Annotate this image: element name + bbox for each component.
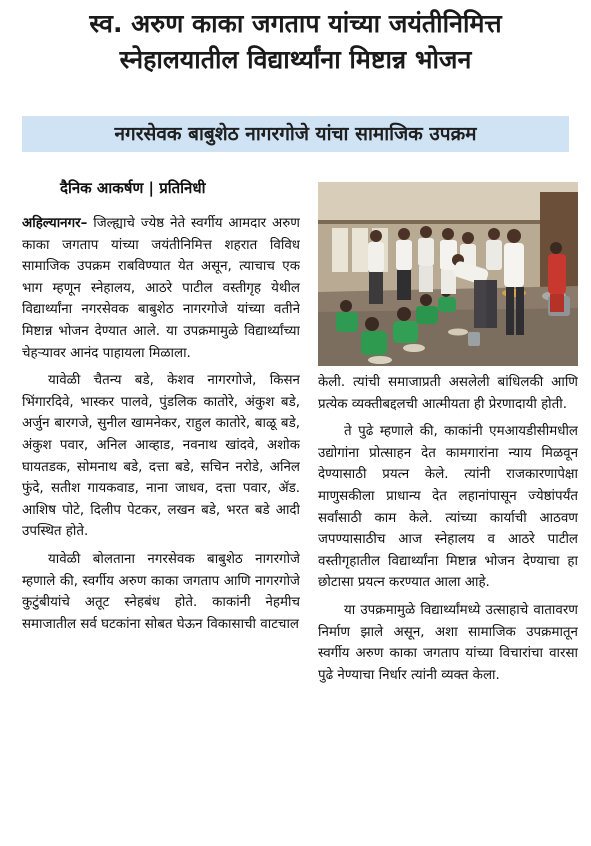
article-paragraph: या उपक्रमामुळे विद्यार्थ्यांमध्ये उत्साहाचे वातावरण निर्माण झाले असून, अशा सामाजिक उपक्रमातून स्वर्गीय अरुण काका जगताप यांच्या विचारांचा वारसा पुढे नेण्याचा निर्धार त्यांनी व्यक्त केला. (318, 602, 578, 683)
article-paragraph: केली. त्यांची समाजाप्रती असलेली बांधिलकी आणि प्रत्येक व्यक्तीबद्दलची आत्मीयता ही प्रेरणादायी होती. (318, 375, 578, 412)
news-photo (318, 182, 578, 366)
article-paragraph: ते पुढे म्हणाले की, काकांनी एमआयडीसीमधील उद्योगांना प्रोत्साहन देत कामगारांना न्याय मिळवून देण्यासाठी प्रयत्न केले. त्यांनी राजकारणापेक्षा माणुसकीला प्राधान्य देत लहानांपासून ज्येष्ठांपर्यंत सर्वांसाठी काम केले. त्यांच्या कार्याची आठवण जपण्यासाठीच आज स्नेहालय व आठरे पाटील वस्तीगृहातील विद्यार्थ्यांना मिष्टान्न भोजन देण्याचा हा छोटासा प्रयत्न करण्यात आला आहे. (318, 424, 578, 591)
headline-line-1: स्व. अरुण काका जगताप यांच्या जयंतीनिमित्त (89, 9, 502, 38)
paragraph-text: जिल्ह्याचे ज्येष्ठ नेते स्वर्गीय आमदार अरुण काका जगताप यांच्या जयंतीनिमित्त शहरात विविध सामाजिक उपक्रम राबविण्यात येत असून, त्याचाच एक भाग म्हणून स्नेहालय, आठरे पाटील वस्तीगृह येथील विद्यार्थ्यांना नगरसेवक बाबुशेठ नागरगोजे यांच्या वतीने मिष्टान्न भोजन देण्यात आले. या उपक्रमामुळे विद्यार्थ्यांच्या चेहऱ्यावर आनंद पाहायला मिळाला. (22, 216, 300, 361)
article-paragraph: यावेळी चैतन्य बडे, केशव नागरगोजे, किसन भिंगारदिवे, भास्कर पालवे, पुंडलिक कातोरे, अंकुश बडे, अर्जुन बारगजे, सुनील खामनेकर, राहुल कातोरे, बाळू बडे, अंकुश पवार, अनिल आव्हाड, नवनाथ खांदवे, अशोक घायतडक, सोमनाथ बडे, दत्ता बडे, सचिन नरोडे, अनिल फुंदे, सतीश गायकवाड, नाना जाधव, दत्ता पवार, ॲड. आशिष पोटे, दिलीप पेटकर, लखन बडे, भरत बडे आदी उपस्थित होते. (22, 373, 300, 540)
article-paragraph (22, 213, 300, 364)
headline-line-2: स्नेहालयातील विद्यार्थ्यांना मिष्टान्न भोजन (119, 45, 472, 74)
headline (0, 6, 591, 78)
byline: दैनिक आकर्षण | प्रतिनिधी (60, 179, 206, 197)
subheadline: नगरसेवक बाबुशेठ नागरगोजे यांचा सामाजिक उपक्रम (114, 123, 477, 145)
article-column-left (22, 213, 300, 843)
article-paragraph: यावेळी बोलताना नगरसेवक बाबुशेठ नागरगोजे म्हणाले की, स्वर्गीय अरुण काका जगताप आणि नागरगोजे कुटुंबीयांचे अतूट स्नेहबंध होते. काकांनी नेहमीच समाजातील सर्व घटकांना सोबत घेऊन विकासाची वाटचाल (22, 551, 300, 632)
article-column-right (318, 372, 578, 842)
dateline: अहिल्यानगर– (22, 216, 88, 231)
